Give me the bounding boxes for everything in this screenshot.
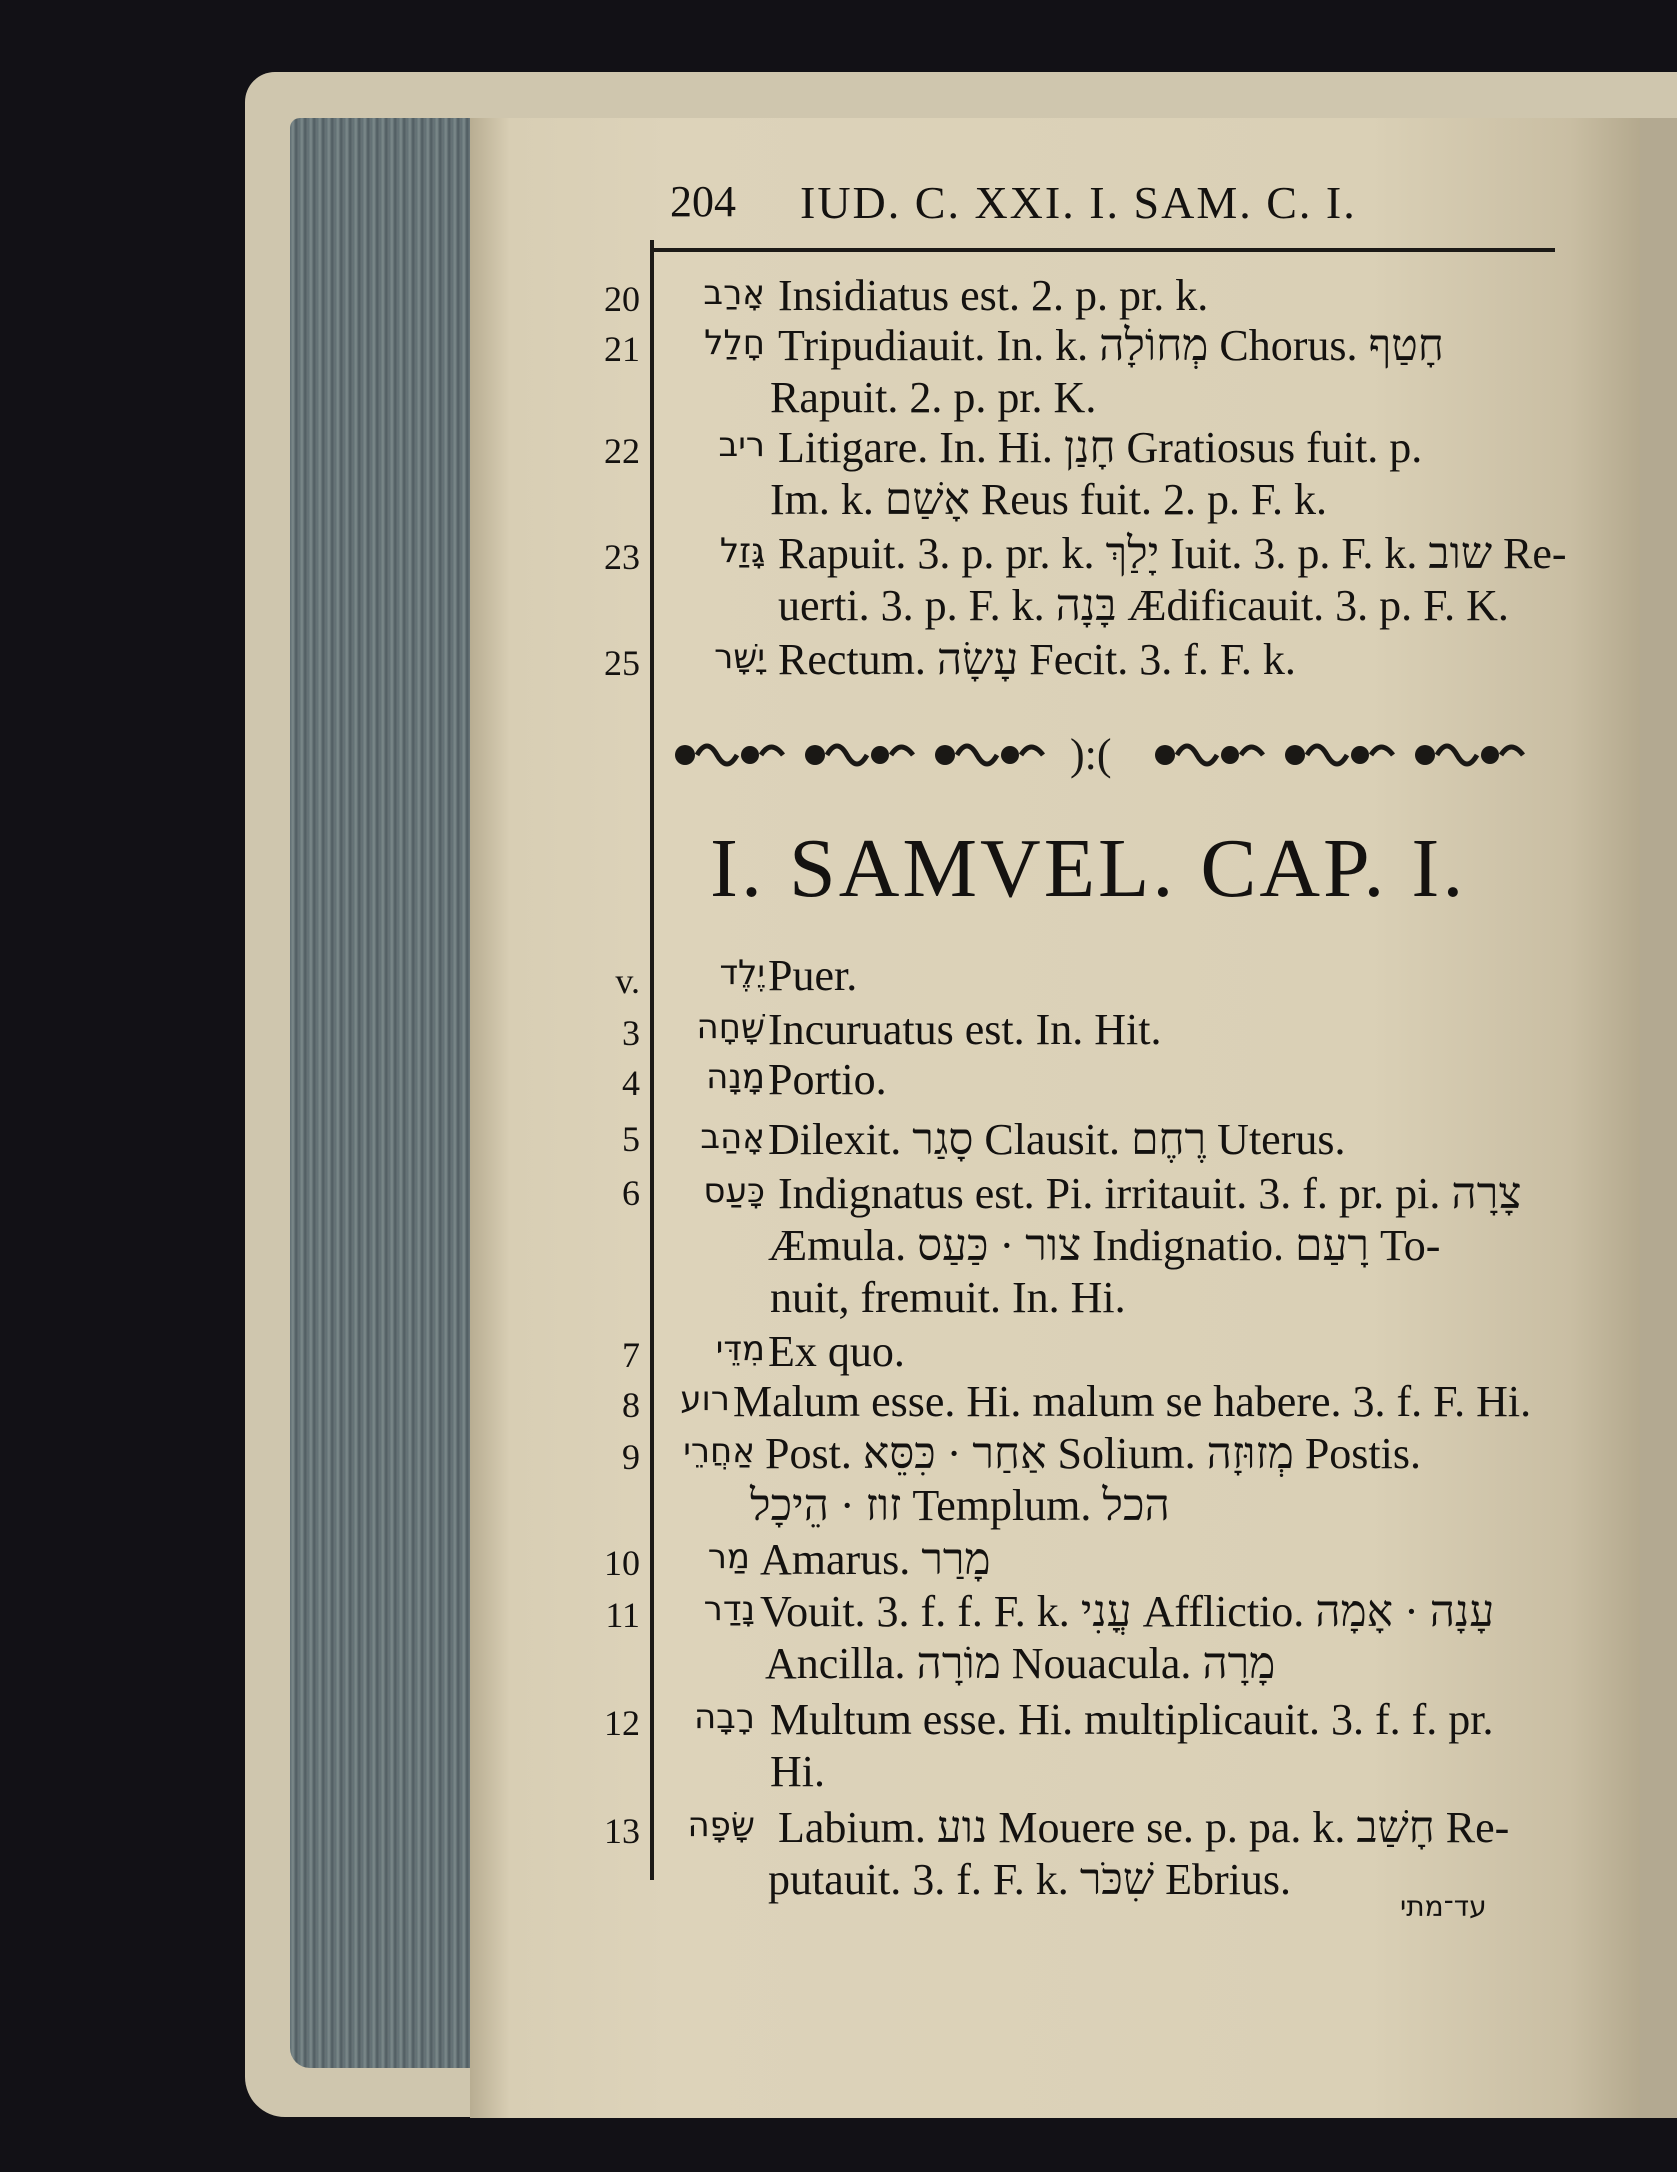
verse-number: 12	[604, 1703, 640, 1743]
hebrew-headword: מָנָה	[706, 1057, 765, 1097]
gloss-line: Hi.	[770, 1747, 825, 1796]
verse-number: 13	[604, 1811, 640, 1851]
gloss-line: Æmula. צור · כַּעַס Indignatio. רָעַם To-	[768, 1221, 1441, 1270]
chapter-title: I. SAMVEL. CAP. I.	[710, 822, 1467, 915]
verse-number: 22	[604, 431, 640, 471]
gloss-line: Rapuit. 2. p. pr. K.	[770, 373, 1097, 422]
gloss-line: nuit, fremuit. In. Hi.	[770, 1273, 1126, 1322]
hebrew-headword: מִדֵּי	[715, 1329, 765, 1369]
hebrew-headword: רָבָה	[693, 1697, 755, 1737]
verse-number: 10	[604, 1543, 640, 1583]
gloss-line: Ancilla. מוֹרָה Nouacula. מָרָה	[765, 1639, 1276, 1688]
verse-number: 21	[604, 329, 640, 369]
gloss-line: Multum esse. Hi. multiplicauit. 3. f. f. pr.	[770, 1695, 1494, 1744]
svg-text:):(: ):(	[1070, 730, 1112, 779]
hebrew-headword: יָשָׁר	[714, 637, 765, 677]
verse-number: v.	[615, 961, 640, 1001]
gloss-line: Im. k. אָשַׁם Reus fuit. 2. p. F. k.	[770, 475, 1327, 524]
verse-number: 23	[604, 537, 640, 577]
gloss-line: Amarus. מָרַר	[760, 1535, 991, 1584]
gloss-line: Dilexit. סָגַר Clausit. רֶחֶם Uterus.	[768, 1115, 1346, 1164]
verse-number: 4	[622, 1063, 640, 1103]
hebrew-headword: גָּזַל	[719, 531, 765, 571]
hebrew-headword: חָלַל	[704, 323, 765, 363]
catchword: עד־מתי	[1400, 1890, 1487, 1923]
hebrew-headword: נָדַר	[703, 1589, 755, 1629]
gloss-line: Rapuit. 3. p. pr. k. יָלַךְ Iuit. 3. p. F. k. שוב Re-	[778, 529, 1567, 578]
gloss-line: Tripudiauit. In. k. מְחוֹלָה Chorus. חָטַף	[778, 321, 1444, 370]
verse-number: 7	[622, 1335, 640, 1375]
gloss-line: Puer.	[768, 951, 858, 1000]
gloss-line: Incuruatus est. In. Hit.	[768, 1005, 1162, 1054]
verse-number: 25	[604, 643, 640, 683]
margin-rule	[650, 240, 654, 1880]
verse-number: 8	[622, 1385, 640, 1425]
verse-number: 20	[604, 279, 640, 319]
hebrew-headword: רוע	[680, 1379, 730, 1419]
running-title: IUD. C. XXI. I. SAM. C. I.	[800, 177, 1357, 228]
hebrew-headword: שָׂפָה	[687, 1805, 755, 1845]
page-number: 204	[670, 177, 736, 226]
verse-number: 5	[622, 1119, 640, 1159]
gloss-line: Ex quo.	[768, 1327, 905, 1376]
fleuron-ornament	[665, 725, 1555, 785]
gloss-line: Malum esse. Hi. malum se habere. 3. f. F. Hi.	[733, 1377, 1532, 1426]
hebrew-headword: אָהַב	[700, 1117, 765, 1157]
verse-number: 6	[622, 1173, 640, 1213]
gloss-line: Rectum. עָשָׂה Fecit. 3. f. F. k.	[778, 635, 1296, 684]
verse-number: 3	[622, 1013, 640, 1053]
verse-number: 11	[605, 1595, 640, 1635]
hebrew-headword: אַחֲרֵי	[683, 1431, 755, 1471]
hebrew-headword: יֶלֶד	[719, 953, 765, 993]
gloss-line: uerti. 3. p. F. k. בָּנָה Ædificauit. 3. p. F. K.	[778, 581, 1509, 630]
gloss-line: Portio.	[768, 1055, 887, 1104]
facing-page-edge	[1640, 118, 1677, 2118]
hebrew-headword: כָּעַס	[703, 1171, 765, 1211]
header-rule	[650, 248, 1555, 252]
page-edges	[290, 118, 490, 2068]
verse-number: 9	[622, 1437, 640, 1477]
gloss-line: Labium. נוע Mouere se. p. pa. k. חָשַׁב Re-	[778, 1803, 1510, 1852]
gloss-line: Litigare. In. Hi. חָנַן Gratiosus fuit. p.	[778, 423, 1423, 472]
hebrew-headword: אָרַב	[703, 273, 765, 313]
gloss-line: Post. אַחַר · כִּסֵּא Solium. מְזוּזָה Postis.	[765, 1429, 1421, 1478]
gloss-line: Vouit. 3. f. f. F. k. עֳנִי Afflictio. עָנָה · אָמָה	[760, 1587, 1495, 1636]
gloss-line: Insidiatus est. 2. p. pr. k.	[778, 271, 1209, 320]
hebrew-headword: ריב	[718, 425, 765, 465]
hebrew-headword: שָׁחָה	[696, 1007, 765, 1047]
gloss-line: Indignatus est. Pi. irritauit. 3. f. pr. pi. צָרָה	[778, 1169, 1522, 1218]
hebrew-headword: מַר	[707, 1537, 750, 1577]
gloss-line: זוז · הֵיכָל Templum. הכל	[750, 1481, 1170, 1530]
gloss-line: putauit. 3. f. F. k. שִׁכֹּר Ebrius.	[768, 1855, 1291, 1904]
